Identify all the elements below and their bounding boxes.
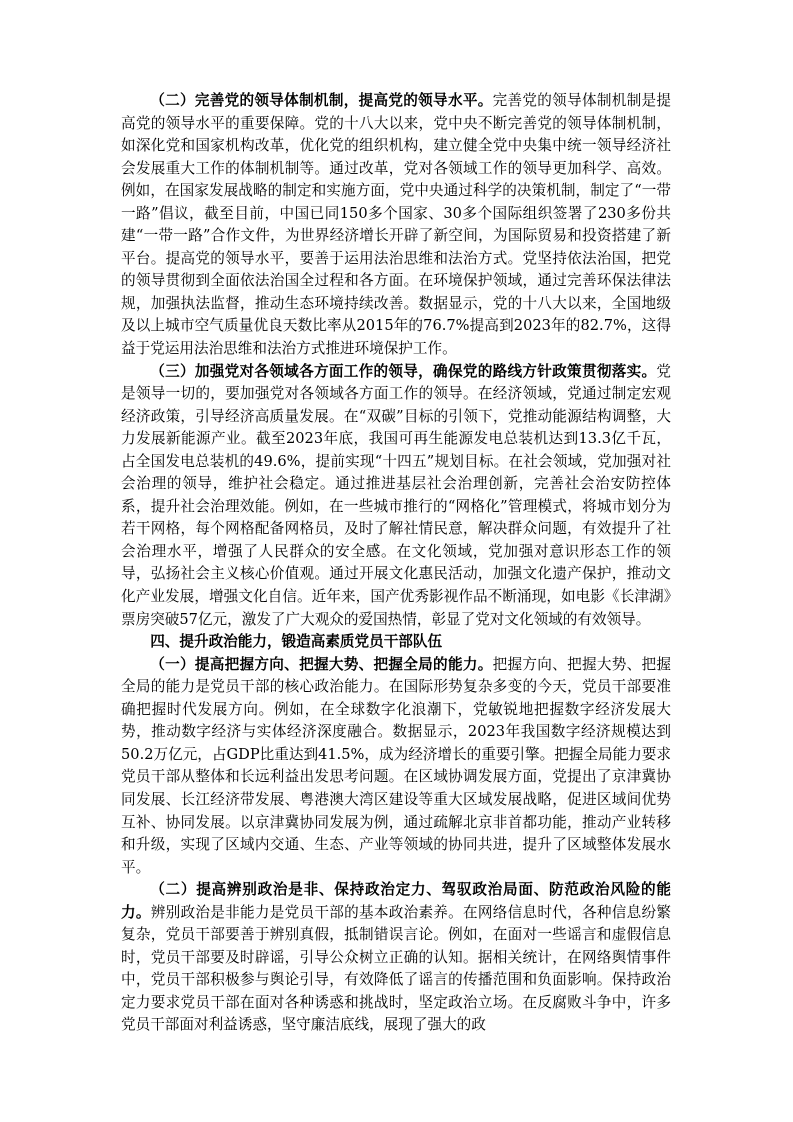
paragraph-text: 党是领导一切的，要加强党对各领域各方面工作的领导。在经济领域，党通过制定宏观经济政策，引导经济高质量发展。在“双碳”目标的引领下，党推动能源结构调整，大力发展新能源产业。截至2023年底，我国可再生能源发电总装机达到13.3亿千瓦，占全国发电总装机的49.6%，提前实现“十四五”规划目标。在社会领域，党加强对社会治理的领导，维护社会稳定。通过推进基层社会治理创新，完善社会治安防控体系，提升社会治理效能。例如，在一些城市推行的“网格化”管理模式，将城市划分为若干网格，每个网格配备网格员，及时了解社情民意，解决群众问题，有效提升了社会治理水平，增强了人民群众的安全感。在文化领域，党加强对意识形态工作的领导，弘扬社会主义核心价值观。通过开展文化惠民活动，加强文化遗产保护，推动文化产业发展，增强文化自信。近年来，国产优秀影视作品不断涌现，如电影《长津湖》票房突破57亿元，激发了广大观众的爱国热情，彰显了党对文化领域的有效领导。	[121, 362, 671, 628]
section-heading: 四、提升政治能力，锻造高素质党员干部队伍	[150, 633, 443, 651]
paragraph-text: 完善党的领导体制机制是提高党的领导水平的重要保障。党的十八大以来，党中央不断完善党的领导体制机制，如深化党和国家机构改革，优化党的组织机构，建立健全党中央集中统一领导经济社会发展重大工作的体制机制等。通过改革，党对各领域工作的领导更加科学、高效。例如，在国家发展战略的制定和实施方面，党中央通过科学的决策机制，制定了“一带一路”倡议，截至目前，中国已同150多个国家、30多个国际组织签署了230多份共建“一带一路”合作文件，为世界经济增长开辟了新空间，为国际贸易和投资搭建了新平台。提高党的领导水平，要善于运用法治思维和法治方式。党坚持依法治国，把党的领导贯彻到全面依法治国全过程和各方面。在环境保护领域，通过完善环保法律法规，加强执法监督，推动生态环境持续改善。数据显示，党的十八大以来，全国地级及以上城市空气质量优良天数比率从2015年的76.7%提高到2023年的82.7%，这得益于党运用法治思维和法治方式推进环境保护工作。	[121, 92, 671, 358]
paragraph	[121, 879, 671, 1037]
document-page	[121, 90, 671, 1037]
paragraph	[121, 361, 671, 632]
paragraph	[121, 654, 671, 879]
paragraph-lead: （二）提高辨别政治是非、保持政治定力、驾驭政治局面、防范政治风险的能力。	[121, 881, 671, 921]
paragraph-lead: （三）加强党对各领域各方面工作的领导，确保党的路线方针政策贯彻落实。	[150, 362, 657, 380]
paragraph-text: 把握方向、把握大势、把握全局的能力是党员干部的核心政治能力。在国际形势复杂多变的今天，党员干部要准确把握时代发展方向。例如，在全球数字化浪潮下，党敏锐地把握数字经济发展大势，推动数字经济与实体经济深度融合。数据显示，2023年我国数字经济规模达到50.2万亿元，占GDP比重达到41.5%，成为经济增长的重要引擎。把握全局能力要求党员干部从整体和长远利益出发思考问题。在区域协调发展方面，党提出了京津冀协同发展、长江经济带发展、粤港澳大湾区建设等重大区域发展战略，促进区域间优势互补、协同发展。以京津冀协同发展为例，通过疏解北京非首都功能，推动产业转移和升级，实现了区域内交通、生态、产业等领域的协同共进，提升了区域整体发展水平。	[121, 655, 671, 876]
paragraph-lead: （一）提高把握方向、把握大势、把握全局的能力。	[150, 655, 493, 673]
paragraph	[121, 90, 671, 361]
paragraph-text: 辨别政治是非能力是党员干部的基本政治素养。在网络信息时代，各种信息纷繁复杂，党员干部要善于辨别真假，抵制错误言论。例如，在面对一些谣言和虚假信息时，党员干部要及时辟谣，引导公众树立正确的认知。据相关统计，在网络舆情事件中，党员干部积极参与舆论引导，有效降低了谣言的传播范围和负面影响。保持政治定力要求党员干部在面对各种诱惑和挑战时，坚定政治立场。在反腐败斗争中，许多党员干部面对利益诱惑，坚守廉洁底线，展现了强大的政	[121, 903, 671, 1034]
paragraph-lead: （二）完善党的领导体制机制，提高党的领导水平。	[150, 92, 493, 109]
